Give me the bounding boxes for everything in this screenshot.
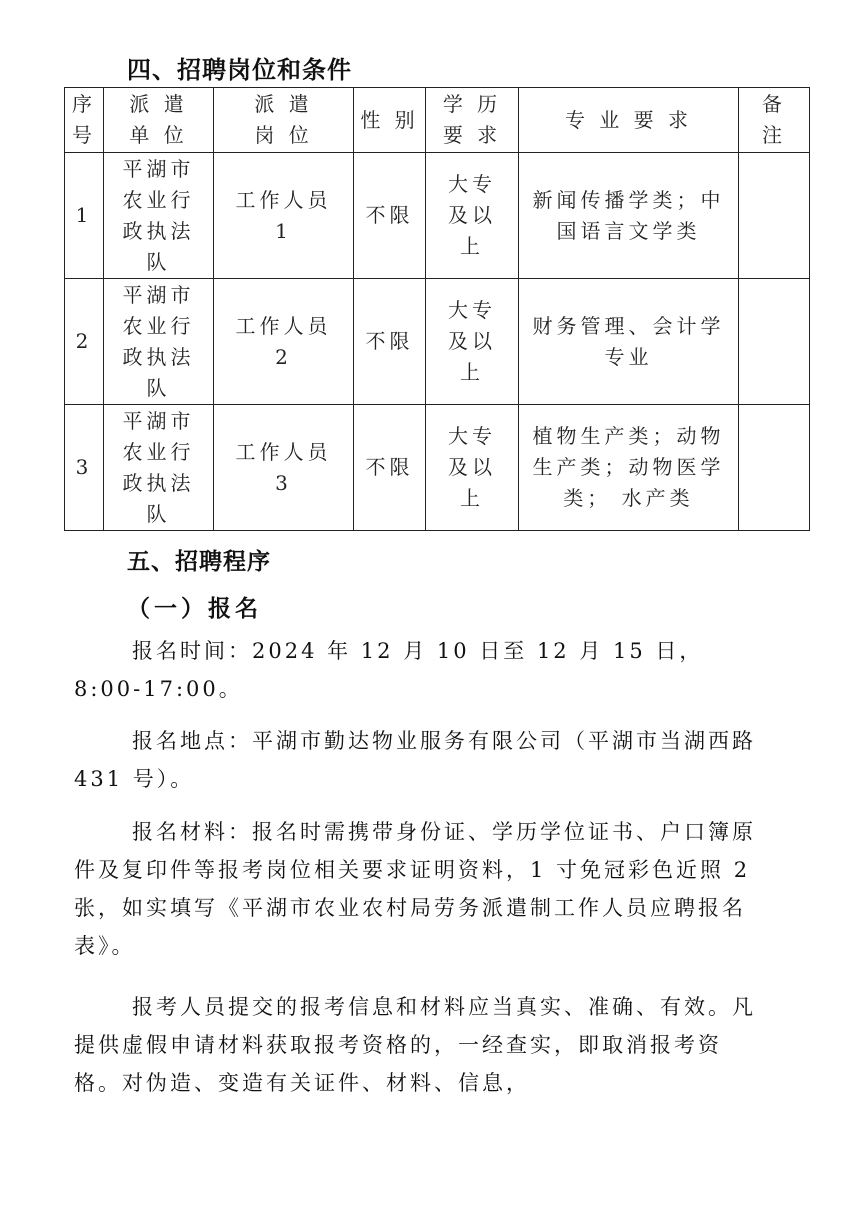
header-post: 派 遣 岗 位	[214, 88, 354, 153]
table-row	[65, 405, 810, 531]
table-row	[65, 153, 810, 279]
table-header-row	[65, 88, 810, 153]
paragraph-registration-time: 报名时间：2024 年 12 月 10 日至 12 月 15 日，8:00-17:00。	[74, 639, 704, 701]
cell-gender: 不限	[354, 405, 426, 531]
cell-major: 新闻传播学类；中 国语言文学类	[519, 153, 739, 279]
cell-gender: 不限	[354, 153, 426, 279]
cell-major: 植物生产类；动物 生产类；动物医学 类； 水产类	[519, 405, 739, 531]
cell-major: 财务管理、会计学 专业	[519, 279, 739, 405]
cell-post: 工作人员 2	[214, 279, 354, 405]
header-major: 专 业 要 求	[519, 88, 739, 153]
recruitment-table	[64, 87, 810, 531]
header-unit: 派 遣 单 位	[104, 88, 214, 153]
cell-unit: 平湖市 农业行 政执法 队	[104, 279, 214, 405]
paragraph-truthfulness: 报考人员提交的报考信息和材料应当真实、准确、有效。凡提供虚假申请材料获取报考资格的，一经查实，即取消报考资格。对伪造、变造有关证件、材料、信息，	[74, 995, 756, 1095]
header-education: 学 历 要 求	[426, 88, 519, 153]
cell-unit: 平湖市 农业行 政执法 队	[104, 405, 214, 531]
cell-education: 大专 及以 上	[426, 153, 519, 279]
cell-gender: 不限	[354, 279, 426, 405]
subsection-registration-title: （一）报名	[127, 595, 262, 622]
paragraph-registration-materials: 报名材料：报名时需携带身份证、学历学位证书、户口簿原件及复印件等报考岗位相关要求证明资料，1 寸免冠彩色近照 2 张，如实填写《平湖市农业农村局劳务派遣制工作人员应聘报名表》。	[74, 820, 756, 958]
cell-note	[739, 153, 810, 279]
cell-note	[739, 405, 810, 531]
cell-no: 2	[65, 279, 104, 405]
cell-no: 1	[65, 153, 104, 279]
cell-education: 大专 及以 上	[426, 405, 519, 531]
cell-unit: 平湖市 农业行 政执法 队	[104, 153, 214, 279]
cell-education: 大专 及以 上	[426, 279, 519, 405]
section-4-title: 四、招聘岗位和条件	[127, 56, 352, 84]
header-gender: 性 别	[354, 88, 426, 153]
paragraph-registration-place: 报名地点：平湖市勤达物业服务有限公司（平湖市当湖西路 431 号）。	[74, 729, 756, 791]
cell-post: 工作人员 3	[214, 405, 354, 531]
cell-note	[739, 279, 810, 405]
header-note: 备 注	[739, 88, 810, 153]
table-row	[65, 279, 810, 405]
header-no: 序 号	[65, 88, 104, 153]
section-5-title: 五、招聘程序	[127, 549, 271, 575]
cell-no: 3	[65, 405, 104, 531]
cell-post: 工作人员 1	[214, 153, 354, 279]
